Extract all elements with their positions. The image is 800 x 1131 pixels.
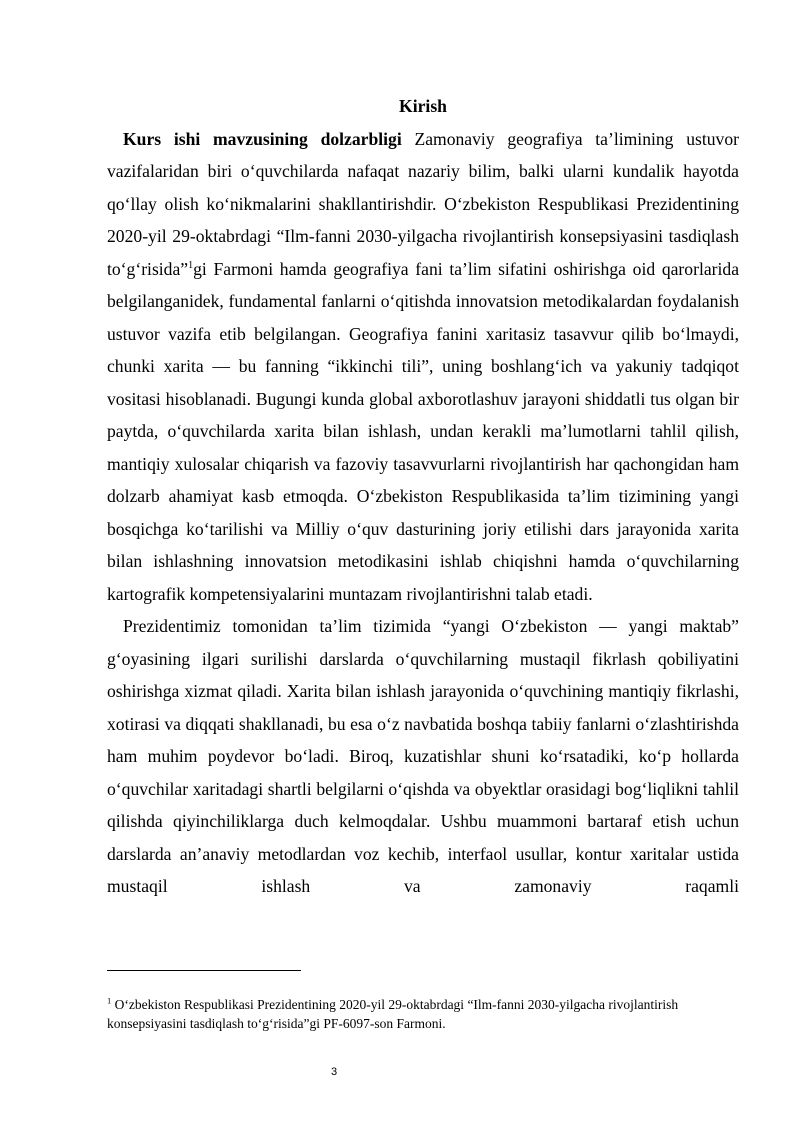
section-heading: Kirish [399, 96, 447, 116]
footnote-reference[interactable]: 1 [188, 259, 194, 271]
page-body [107, 90, 739, 903]
paragraph-lead: Kurs ishi mavzusining dolzarbligi [123, 128, 402, 149]
paragraph-text-part2: gi Farmoni hamda geografiya fani ta’lim sifatini oshirishga oid qarorlarida belgilanganidek, fundamental fanlarni o‘qitishda innovatsion metodikalardan foydalanish ustuvor vazifa etib belgilangan. Geografiya fanini xaritasiz tasavvur qilib bo‘lmaydi, chunki xarita — bu fanning “ikkinchi tili”, uning boshlang‘ich va yakuniy tadqiqot vositasi hisoblanadi. Bugungi kunda global axborotlashuv jarayoni shiddatli tus olgan bir paytda, o‘quvchilarda xarita bilan ishlash, undan kerakli ma’lumotlarni tahlil qilish, mantiqiy xulosalar chiqarish va fazoviy tasavvurlarni rivojlantirish har qachongidan ham dolzarb ahamiyat kasb etmoqda. O‘zbekiston Respublikasida ta’lim tizimining yangi bosqichga ko‘tarilishi va Milliy o‘quv dasturining joriy etilishi dars jarayonida xarita bilan ishlashning innovatsion metodikasini ishlab chiqishni hamda o‘quvchilarning kartografik kompetensiyalarini muntazam rivojlantirishni talab etadi. [107, 258, 739, 604]
footnote-number: 1 [107, 995, 112, 1006]
footnote-text: O‘zbekiston Respublikasi Prezidentining 2020-yil 29-oktabrdagi “Ilm-fanni 2030-yilgacha rivojlantirish konsepsiyasini tasdiqlash to‘g‘risida”gi PF-6097-son Farmoni. [107, 997, 679, 1031]
paragraph-president: Prezidentimiz tomonidan ta’lim tizimida “yangi O‘zbekiston — yangi maktab” g‘oyasining ilgari surilishi darslarda o‘quvchilarning mustaqil fikrlash qobiliyatini oshirishga xizmat qiladi. Xarita bilan ishlash jarayonida o‘quvchining mantiqiy fikrlashi, xotirasi va diqqati shakllanadi, bu esa o‘z navbatida boshqa tabiiy fanlarni o‘zlashtirishda ham muhim poydevor bo‘ladi. Biroq, kuzatishlar shuni ko‘rsatadiki, ko‘p hollarda o‘quvchilar xaritadagi shartli belgilarni o‘qishda va obyektlar orasidagi bog‘liqlikni tahlil qilishda qiyinchiliklarga duch kelmoqdalar. Ushbu muammoni bartaraf etish uchun darslarda an’anaviy metodlardan voz kechib, interfaol usullar, kontur xaritalar ustida mustaqil ishlash va zamonaviy raqamli [107, 616, 739, 896]
footnote-separator [107, 970, 301, 971]
paragraph-relevance [107, 123, 739, 611]
page-number: 3 [330, 1066, 338, 1078]
paragraph-text-part1: Zamonaviy geografiya ta’limining ustuvor vazifalaridan biri o‘quvchilarda nafaqat nazariy bilim, balki ularni kundalik hayotda qo‘llay olish ko‘nikmalarini shakllantirishdir. O‘zbekiston Respublikasi Prezidentining 2020-yil 29-oktabrdagi “Ilm-fanni 2030-yilgacha rivojlantirish konsepsiyasini tasdiqlash to‘g‘risida” [107, 128, 739, 279]
footnote [107, 996, 739, 1033]
